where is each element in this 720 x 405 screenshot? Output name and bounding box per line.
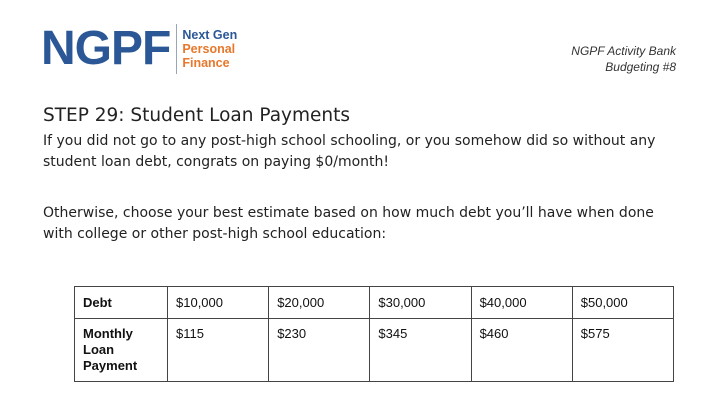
instruction-paragraph: Otherwise, choose your best estimate based on how much debt you’ll have when done with college or other post-high school education: xyxy=(43,205,654,242)
logo-divider xyxy=(176,24,177,74)
logo-mark: NGPF xyxy=(41,22,171,75)
debt-cell: $30,000 xyxy=(370,287,471,319)
logo-wordmark xyxy=(182,28,237,70)
debt-cell: $40,000 xyxy=(471,287,572,319)
debt-header-cell: Debt xyxy=(75,287,168,319)
debt-cell: $20,000 xyxy=(269,287,370,319)
payment-cell: $575 xyxy=(572,319,673,382)
debt-row xyxy=(75,287,674,319)
logo-word-personal: Personal xyxy=(182,42,236,56)
page-title: STEP 29: Student Loan Payments xyxy=(43,105,351,126)
payment-header-cell xyxy=(75,319,168,382)
debt-cell: $50,000 xyxy=(572,287,673,319)
debt-cell: $10,000 xyxy=(168,287,269,319)
payment-header-word: Payment xyxy=(83,358,138,373)
activity-label xyxy=(571,43,676,75)
payment-cell: $230 xyxy=(269,319,370,382)
ngpf-logo xyxy=(41,22,237,76)
payment-cell: $460 xyxy=(471,319,572,382)
payment-header-word: Loan xyxy=(83,342,115,357)
intro-paragraph: If you did not go to any post-high school schooling, or you somehow did so without any student loan debt, congrats on paying $0/month! xyxy=(43,133,656,170)
payment-header-word: Monthly xyxy=(83,326,133,341)
payment-cell: $115 xyxy=(168,319,269,382)
payment-cell: $345 xyxy=(370,319,471,382)
logo-word-next-gen: Next Gen xyxy=(182,28,238,42)
activity-bank-label: NGPF Activity Bank xyxy=(571,44,676,58)
payment-row xyxy=(75,319,674,382)
activity-number-label: Budgeting #8 xyxy=(605,60,676,74)
logo-word-finance: Finance xyxy=(182,56,230,70)
loan-payment-table xyxy=(74,286,674,382)
